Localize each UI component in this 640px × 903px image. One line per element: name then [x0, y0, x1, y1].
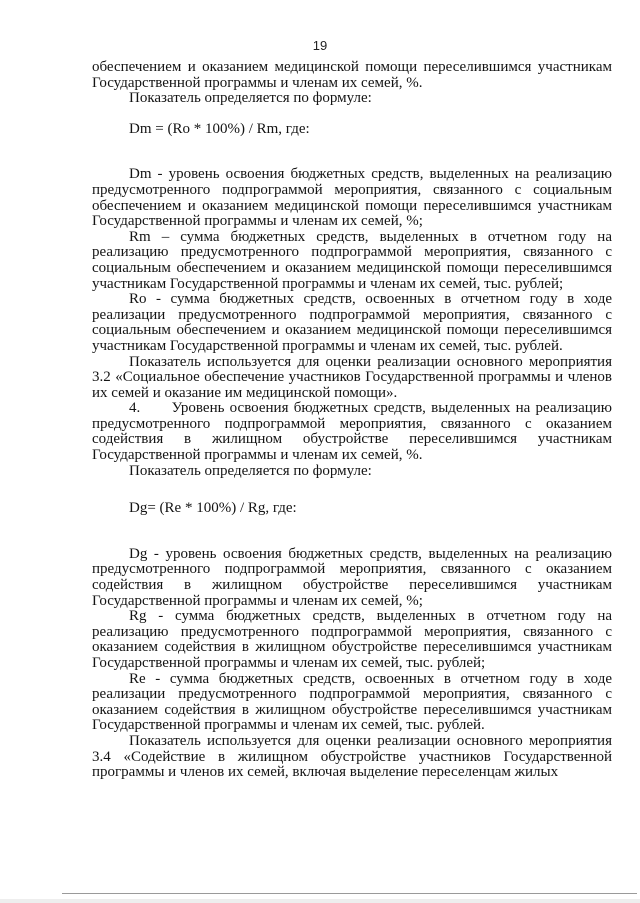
formula-dg: Dg= (Re * 100%) / Rg, где:	[129, 500, 297, 517]
page-number: 19	[312, 38, 328, 53]
spacer	[92, 517, 612, 547]
paragraph-formula-intro: Показатель определяется по формуле:	[129, 90, 372, 107]
definition-dm: Dm - уровень освоения бюджетных средств, выделенных на реализацию предусмотренного подпрограммой мероприятия, связанного с социальным обеспечением и оказанием медицинской помощи переселившимся участникам Государственной программы и членам их семей, %;	[92, 166, 612, 230]
paragraph-usage-3-2: Показатель используется для оценки реализации основного мероприятия 3.2 «Социальное обеспечение участников Государственной программы и членов их семей и оказание им медицинской помощи».	[92, 353, 612, 401]
definition-re: Re - сумма бюджетных средств, освоенных в отчетном году в ходе реализации предусмотренного подпрограммой мероприятия, связанного с оказанием содействия в жилищном обустройстве переселившимся участникам Государственной программы и членам их семей, тыс. рублей.	[92, 670, 612, 734]
definition-rm: Rm – сумма бюджетных средств, выделенных в отчетном году на реализацию предусмотренного подпрограммой мероприятия, связанного с социальным обеспечением и оказанием медицинской помощи переселившимся участникам Государственной программы и членам их семей, тыс. рублей;	[92, 228, 612, 292]
document-body	[92, 60, 612, 781]
spacer	[92, 479, 612, 501]
page-bottom-rule	[62, 893, 637, 894]
list-item-4: 4. Уровень освоения бюджетных средств, выделенных на реализацию предусмотренного подпрограммой мероприятия, связанного с оказанием содействия в жилищном обустройстве переселившимся участникам Государственной программы и членам их семей, %.	[92, 400, 612, 464]
formula-dm: Dm = (Ro * 100%) / Rm, где:	[129, 120, 310, 137]
definition-ro: Ro - сумма бюджетных средств, освоенных в отчетном году в ходе реализации предусмотренного подпрограммой мероприятия, связанного с социальным обеспечением и оказанием медицинской помощи переселившимся участникам Государственной программы и членам их семей, тыс. рублей.	[92, 291, 612, 354]
spacer	[92, 137, 612, 167]
spacer	[92, 107, 612, 122]
definition-rg: Rg - сумма бюджетных средств, выделенных в отчетном году на реализацию предусмотренного подпрограммой мероприятия, связанного с оказанием содействия в жилищном обустройстве переселившимся участникам Государственной программы и членам их семей, тыс. рублей;	[92, 608, 612, 671]
paragraph-continuation: обеспечением и оказанием медицинской помощи переселившимся участникам Государственной программы и членам их семей, %.	[92, 59, 612, 91]
paragraph-usage-3-4: Показатель используется для оценки реализации основного мероприятия 3.4 «Содействие в жилищном обустройстве участников Государственной программы и членов их семей, включая выделение переселенцам жилых	[92, 732, 612, 781]
paragraph-formula-intro-2: Показатель определяется по формуле:	[129, 462, 372, 479]
page-bottom-edge	[0, 899, 640, 903]
definition-dg: Dg - уровень освоения бюджетных средств, выделенных на реализацию предусмотренного подпрограммой мероприятия, связанного с оказанием содействия в жилищном обустройстве переселившимся участникам Государственной программы и членам их семей, %;	[92, 545, 612, 609]
